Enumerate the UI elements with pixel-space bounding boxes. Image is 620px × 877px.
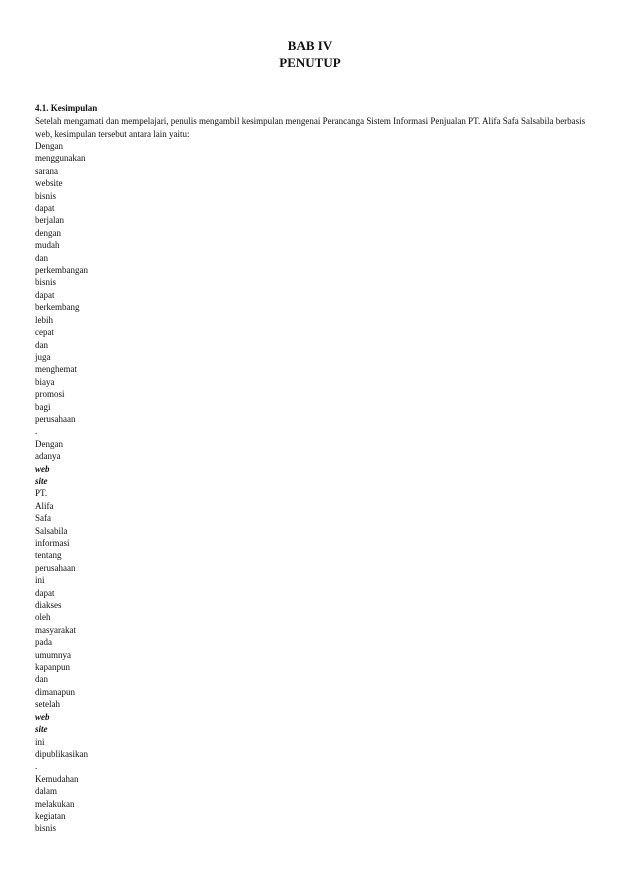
word-line-italic: site [35,475,48,486]
word-line: Alifa [35,500,54,511]
word-line: mudah [35,240,60,251]
word-line: kapanpun [35,662,70,673]
word-line: website [35,178,63,189]
word-line: tentang [35,550,62,561]
intro-paragraph: Setelah mengamati dan mempelajari, penulis mengambil kesimpulan mengenai Perancanga Sistem Informasi Penjualan PT. Alifa Safa Salsabila berbasis web, kesimpulan tersebut antara lain yaitu: [35,116,586,139]
word-line: menghemat [35,364,77,375]
word-line: dan [35,252,48,263]
word-line: dapat [35,587,55,598]
word-line: dan [35,339,48,350]
word-line: promosi [35,389,65,400]
word-line: PT. [35,488,48,499]
word-line: dimanapun [35,686,75,697]
word-line: perusahaan [35,562,76,573]
word-line-italic: web [35,463,50,474]
word-line: lebih [35,314,53,325]
word-line: perkembangan [35,265,88,276]
word-line: Dengan [35,438,63,449]
word-line: perusahaan [35,413,76,424]
word-line: Kemudahan [35,773,79,784]
word-line: . [35,426,38,437]
word-line: adanya [35,451,61,462]
word-line-italic: web [35,711,50,722]
word-line: bisnis [35,277,57,288]
word-line: Safa [35,513,51,524]
chapter-name: PENUTUP [279,55,341,70]
word-line: dan [35,674,48,685]
word-line: berkembang [35,302,80,313]
word-line: umumnya [35,649,71,660]
word-line: dengan [35,227,61,238]
word-line: cepat [35,327,54,338]
word-line: Salsabila [35,525,68,536]
word-line: melakukan [35,798,75,809]
word-line: biaya [35,376,55,387]
chapter-number: BAB IV [287,38,333,53]
word-line: informasi [35,538,70,548]
word-line: berjalan [35,215,64,226]
word-line: setelah [35,699,60,710]
word-line: diakses [35,600,62,611]
word-line: pada [35,637,52,648]
word-line: oleh [35,612,51,623]
word-line: sarana [35,165,58,176]
word-line: dipublikasikan [35,748,88,759]
word-line: bisnis [35,823,57,834]
word-line: Dengan [35,141,63,151]
section-heading: 4.1. Kesimpulan [35,103,98,113]
word-line: . [35,761,38,772]
word-line: ini [35,736,45,747]
word-line: bisnis [35,190,57,201]
word-line: bagi [35,401,51,412]
word-line: ini [35,575,45,586]
word-line: dapat [35,289,55,300]
word-line: masyarakat [35,624,76,635]
word-line: kegiatan [35,810,66,821]
word-line: dapat [35,203,55,214]
word-line-italic: site [35,724,48,735]
word-column [35,140,88,835]
word-line: dalam [35,786,57,797]
word-line: menggunakan [35,153,86,164]
chapter-title [0,37,620,71]
word-line: juga [35,351,51,362]
